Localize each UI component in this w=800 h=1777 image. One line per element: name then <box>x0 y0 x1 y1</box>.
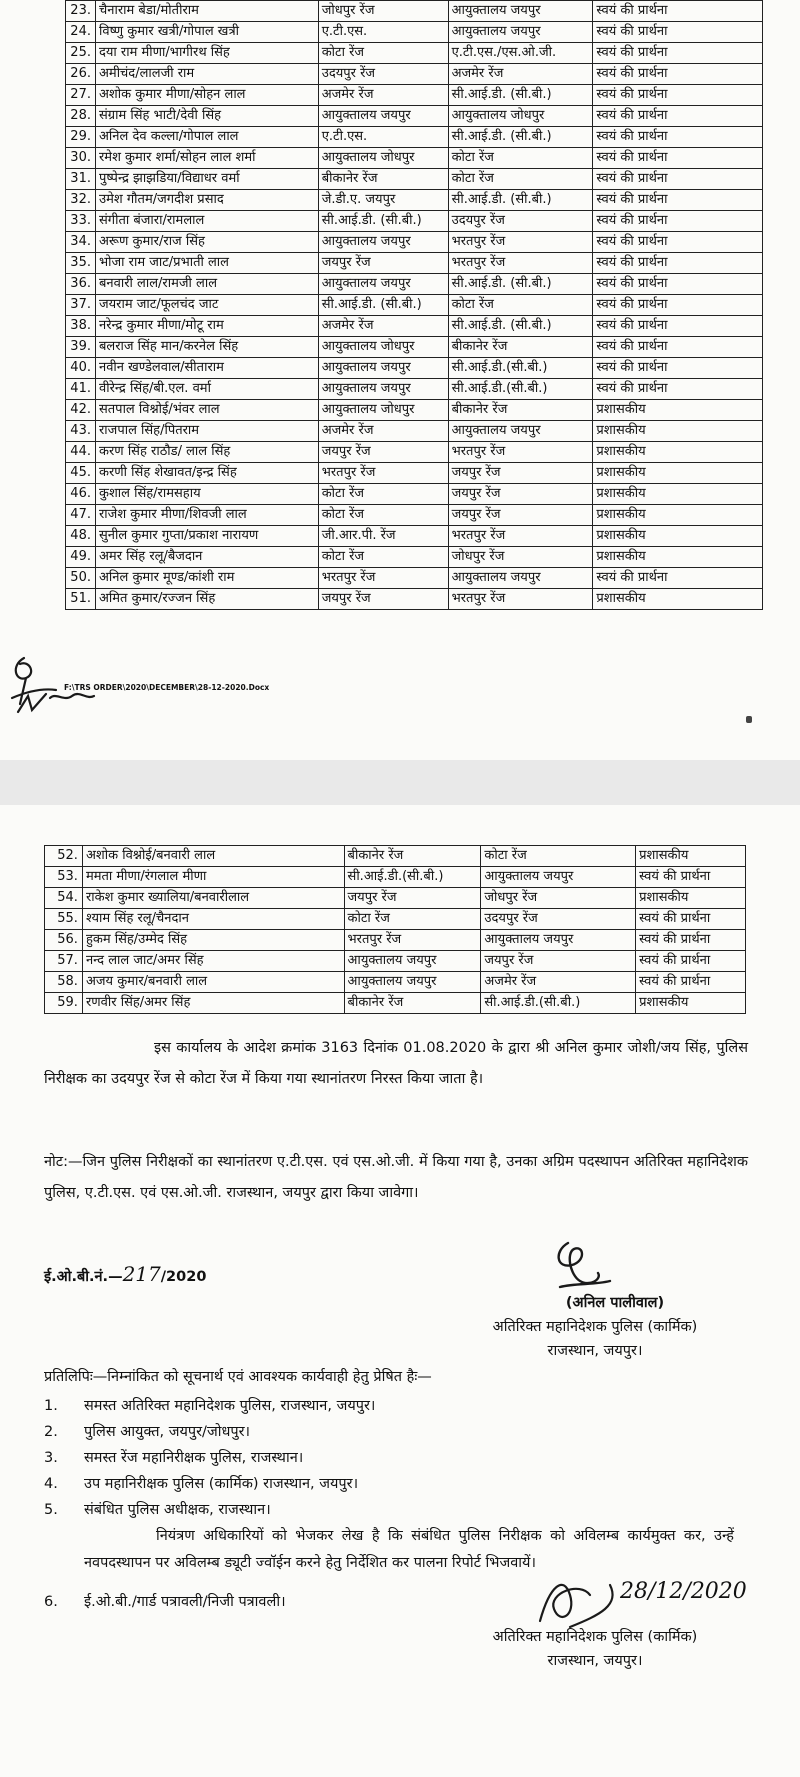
from-posting-cell: बीकानेर रेंज <box>344 846 481 867</box>
transfer-reason-cell: स्वयं की प्रार्थना <box>593 358 763 379</box>
controlling-note-text: नियंत्रण अधिकारियों को भेजकर लेख है कि संबंधित पुलिस निरीक्षक को अविलम्ब कार्यमुक्त कर, उन्हें नवपदस्थापन पर अविलम्ब ड्यूटी ज्वॉईन करने हेतु निर्देशित कर पालना रिपोर्ट भिजवायें। <box>84 1528 734 1571</box>
from-posting-cell: आयुक्तालय जोधपुर <box>318 337 448 358</box>
officer-name-cell: हुकम सिंह/उम्मेद सिंह <box>82 930 344 951</box>
to-posting-cell: भरतपुर रेंज <box>448 526 593 547</box>
transfer-reason-cell: प्रशासकीय <box>593 484 763 505</box>
serial-no-cell: 49. <box>66 547 96 568</box>
transfer-reason-cell: स्वयं की प्रार्थना <box>593 43 763 64</box>
serial-no-cell: 58. <box>45 972 83 993</box>
table-row <box>45 972 746 993</box>
transfer-reason-cell: स्वयं की प्रार्थना <box>593 295 763 316</box>
to-posting-cell: सी.आई.डी.(सी.बी.) <box>481 993 636 1014</box>
to-posting-cell: सी.आई.डी. (सी.बी.) <box>448 85 593 106</box>
serial-no-cell: 33. <box>66 211 96 232</box>
bottom-signatory-title: अतिरिक्त महानिदेशक पुलिस (कार्मिक) <box>492 1629 698 1645</box>
serial-no-cell: 24. <box>66 22 96 43</box>
to-posting-cell: जयपुर रेंज <box>448 505 593 526</box>
from-posting-cell: सी.आई.डी.(सी.बी.) <box>344 867 481 888</box>
copy-list-item <box>44 1445 748 1471</box>
officer-name-cell: ममता मीणा/रंगलाल मीणा <box>82 867 344 888</box>
transfer-reason-cell: प्रशासकीय <box>593 505 763 526</box>
transfer-table-1 <box>65 0 763 610</box>
table-row <box>45 930 746 951</box>
table-row <box>66 253 763 274</box>
to-posting-cell: सी.आई.डी. (सी.बी.) <box>448 316 593 337</box>
from-posting-cell: जयपुर रेंज <box>318 589 448 610</box>
to-posting-cell: उदयपुर रेंज <box>448 211 593 232</box>
to-posting-cell: सी.आई.डी. (सी.बी.) <box>448 190 593 211</box>
table-row <box>66 85 763 106</box>
transfer-reason-cell: स्वयं की प्रार्थना <box>593 211 763 232</box>
serial-no-cell: 52. <box>45 846 83 867</box>
copy-list-text: समस्त रेंज महानिरीक्षक पुलिस, राजस्थान। <box>84 1450 304 1466</box>
to-posting-cell: जोधपुर रेंज <box>481 888 636 909</box>
table-row <box>66 463 763 484</box>
transfer-reason-cell: स्वयं की प्रार्थना <box>593 337 763 358</box>
officer-name-cell: वीरेन्द्र सिंह/बी.एल. वर्मा <box>95 379 318 400</box>
serial-no-cell: 45. <box>66 463 96 484</box>
table-row <box>66 568 763 589</box>
to-posting-cell: उदयपुर रेंज <box>481 909 636 930</box>
officer-name-cell: अशोक कुमार मीणा/सोहन लाल <box>95 85 318 106</box>
to-posting-cell: सी.आई.डी. (सी.बी.) <box>448 127 593 148</box>
transfer-reason-cell: स्वयं की प्रार्थना <box>593 64 763 85</box>
from-posting-cell: उदयपुर रेंज <box>318 64 448 85</box>
serial-no-cell: 39. <box>66 337 96 358</box>
to-posting-cell: कोटा रेंज <box>448 169 593 190</box>
transfer-reason-cell: स्वयं की प्रार्थना <box>593 148 763 169</box>
officer-name-cell: विष्णु कुमार खत्री/गोपाल खत्री <box>95 22 318 43</box>
officer-name-cell: नन्द लाल जाट/अमर सिंह <box>82 951 344 972</box>
transfer-reason-cell: प्रशासकीय <box>593 400 763 421</box>
table-row <box>66 442 763 463</box>
officer-name-cell: जयराम जाट/फूलचंद जाट <box>95 295 318 316</box>
transfer-reason-cell: प्रशासकीय <box>636 846 746 867</box>
to-posting-cell: जयपुर रेंज <box>448 463 593 484</box>
table-row <box>66 589 763 610</box>
transfer-reason-cell: स्वयं की प्रार्थना <box>593 85 763 106</box>
to-posting-cell: कोटा रेंज <box>481 846 636 867</box>
transfer-reason-cell: प्रशासकीय <box>593 547 763 568</box>
officer-signature <box>550 1235 620 1295</box>
table-row <box>66 526 763 547</box>
serial-no-cell: 44. <box>66 442 96 463</box>
serial-no-cell: 38. <box>66 316 96 337</box>
transfer-reason-cell: स्वयं की प्रार्थना <box>636 909 746 930</box>
table-row <box>45 993 746 1014</box>
officer-name-cell: अमर सिंह रलू/बैजदान <box>95 547 318 568</box>
to-posting-cell: भरतपुर रेंज <box>448 253 593 274</box>
copy-list-items <box>44 1393 748 1523</box>
from-posting-cell: जोधपुर रेंज <box>318 1 448 22</box>
serial-no-cell: 36. <box>66 274 96 295</box>
officer-name-cell: अमित कुमार/रज्जन सिंह <box>95 589 318 610</box>
serial-no-cell: 54. <box>45 888 83 909</box>
copy-list-item <box>44 1419 748 1445</box>
note-text: नोट:—जिन पुलिस निरीक्षकों का स्थानांतरण ए.टी.एस. एवं एस.ओ.जी. में किया गया है, उनका अग्रिम पदस्थापन अतिरिक्त महानिदेशक पुलिस, ए.टी.एस. एवं एस.ओ.जी. राजस्थान, जयपुर द्वारा किया जावेगा। <box>44 1154 748 1201</box>
to-posting-cell: ए.टी.एस./एस.ओ.जी. <box>448 43 593 64</box>
to-posting-cell: आयुक्तालय जयपुर <box>448 421 593 442</box>
from-posting-cell: भरतपुर रेंज <box>318 568 448 589</box>
officer-name-cell: बलराज सिंह मान/करनेल सिंह <box>95 337 318 358</box>
serial-no-cell: 26. <box>66 64 96 85</box>
from-posting-cell: अजमेर रेंज <box>318 85 448 106</box>
to-posting-cell: अजमेर रेंज <box>481 972 636 993</box>
from-posting-cell: आयुक्तालय जयपुर <box>318 379 448 400</box>
serial-no-cell: 46. <box>66 484 96 505</box>
serial-no-cell: 40. <box>66 358 96 379</box>
table-row <box>66 379 763 400</box>
from-posting-cell: अजमेर रेंज <box>318 316 448 337</box>
officer-name-cell: सतपाल विश्नोई/भंवर लाल <box>95 400 318 421</box>
serial-no-cell: 35. <box>66 253 96 274</box>
table-row <box>66 400 763 421</box>
table-row <box>66 232 763 253</box>
transfer-reason-cell: स्वयं की प्रार्थना <box>593 232 763 253</box>
eob-line <box>44 1257 206 1292</box>
copy-list-text: उप महानिरीक्षक पुलिस (कार्मिक) राजस्थान, जयपुर। <box>84 1476 359 1492</box>
table-row <box>66 421 763 442</box>
serial-no-cell: 42. <box>66 400 96 421</box>
transfer-reason-cell: स्वयं की प्रार्थना <box>593 253 763 274</box>
table-row <box>66 148 763 169</box>
copy-list-num: 4. <box>44 1476 58 1492</box>
transfer-table-2 <box>44 845 746 1014</box>
document-page-1 <box>0 0 800 760</box>
transfer-reason-cell: स्वयं की प्रार्थना <box>593 106 763 127</box>
eob-label: ई.ओ.बी.नं.— <box>44 1269 123 1285</box>
transfer-reason-cell: प्रशासकीय <box>593 526 763 547</box>
from-posting-cell: जयपुर रेंज <box>318 253 448 274</box>
from-posting-cell: कोटा रेंज <box>318 547 448 568</box>
to-posting-cell: आयुक्तालय जोधपुर <box>448 106 593 127</box>
from-posting-cell: आयुक्तालय जोधपुर <box>318 148 448 169</box>
to-posting-cell: आयुक्तालय जयपुर <box>481 930 636 951</box>
table-row <box>66 22 763 43</box>
from-posting-cell: कोटा रेंज <box>318 484 448 505</box>
officer-name-cell: राकेश कुमार ख्यालिया/बनवारीलाल <box>82 888 344 909</box>
transfer-reason-cell: प्रशासकीय <box>636 888 746 909</box>
table-row <box>66 358 763 379</box>
serial-no-cell: 47. <box>66 505 96 526</box>
serial-no-cell: 57. <box>45 951 83 972</box>
transfer-table-1-body <box>66 1 763 610</box>
from-posting-cell: जयपुर रेंज <box>344 888 481 909</box>
transfer-reason-cell: स्वयं की प्रार्थना <box>593 316 763 337</box>
transfer-reason-cell: प्रशासकीय <box>593 442 763 463</box>
from-posting-cell: सी.आई.डी. (सी.बी.) <box>318 295 448 316</box>
transfer-reason-cell: स्वयं की प्रार्थना <box>593 190 763 211</box>
to-posting-cell: आयुक्तालय जयपुर <box>481 867 636 888</box>
to-posting-cell: सी.आई.डी.(सी.बी.) <box>448 379 593 400</box>
serial-no-cell: 43. <box>66 421 96 442</box>
from-posting-cell: आयुक्तालय जयपुर <box>344 951 481 972</box>
to-posting-cell: भरतपुर रेंज <box>448 589 593 610</box>
transfer-reason-cell: प्रशासकीय <box>636 993 746 1014</box>
document-page-2 <box>0 805 800 1777</box>
table-row <box>66 211 763 232</box>
from-posting-cell: जयपुर रेंज <box>318 442 448 463</box>
table-row <box>66 169 763 190</box>
serial-no-cell: 23. <box>66 1 96 22</box>
transfer-reason-cell: स्वयं की प्रार्थना <box>593 568 763 589</box>
signatory-place: राजस्थान, जयपुर। <box>547 1343 643 1359</box>
from-posting-cell: ए.टी.एस. <box>318 22 448 43</box>
copy-list-num: 2. <box>44 1424 58 1440</box>
transfer-reason-cell: स्वयं की प्रार्थना <box>593 22 763 43</box>
transfer-reason-cell: स्वयं की प्रार्थना <box>593 379 763 400</box>
officer-name-cell: संग्राम सिंह भाटी/देवी सिंह <box>95 106 318 127</box>
table-row <box>66 64 763 85</box>
serial-no-cell: 29. <box>66 127 96 148</box>
table-row <box>66 316 763 337</box>
table-row <box>66 547 763 568</box>
from-posting-cell: बीकानेर रेंज <box>344 993 481 1014</box>
officer-name-cell: राजेश कुमार मीणा/शिवजी लाल <box>95 505 318 526</box>
table-row <box>45 888 746 909</box>
from-posting-cell: आयुक्तालय जयपुर <box>344 972 481 993</box>
cancellation-text: इस कार्यालय के आदेश क्रमांक 3163 दिनांक 01.08.2020 के द्वारा श्री अनिल कुमार जोशी/जय सिंह, पुलिस निरीक्षक का उदयपुर रेंज से कोटा रेंज में किया गया स्थानांतरण निरस्त किया जाता है। <box>44 1040 748 1087</box>
officer-name-cell: उमेश गौतम/जगदीश प्रसाद <box>95 190 318 211</box>
officer-name-cell: अरूण कुमार/राज सिंह <box>95 232 318 253</box>
note-paragraph <box>44 1147 748 1209</box>
officer-name-cell: अनिल कुमार मूण्ड/कांशी राम <box>95 568 318 589</box>
signature-date: 28/12/2020 <box>620 1579 747 1604</box>
copy-list-text: ई.ओ.बी./गार्ड पत्रावली/निजी पत्रावली। <box>84 1594 286 1610</box>
to-posting-cell: भरतपुर रेंज <box>448 232 593 253</box>
to-posting-cell: आयुक्तालय जयपुर <box>448 1 593 22</box>
to-posting-cell: आयुक्तालय जयपुर <box>448 568 593 589</box>
serial-no-cell: 25. <box>66 43 96 64</box>
copy-list-item <box>44 1471 748 1497</box>
copy-list-item <box>44 1393 748 1419</box>
transfer-reason-cell: स्वयं की प्रार्थना <box>593 127 763 148</box>
table-row <box>45 867 746 888</box>
officer-name-cell: अजय कुमार/बनवारी लाल <box>82 972 344 993</box>
serial-no-cell: 30. <box>66 148 96 169</box>
table-row <box>66 337 763 358</box>
officer-name-cell: अनिल देव कल्ला/गोपाल लाल <box>95 127 318 148</box>
serial-no-cell: 28. <box>66 106 96 127</box>
serial-no-cell: 51. <box>66 589 96 610</box>
signatory-name: (अनिल पालीवाल) <box>565 1295 665 1311</box>
transfer-reason-cell: स्वयं की प्रार्थना <box>636 930 746 951</box>
serial-no-cell: 32. <box>66 190 96 211</box>
officer-name-cell: संगीता बंजारा/रामलाल <box>95 211 318 232</box>
to-posting-cell: सी.आई.डी. (सी.बी.) <box>448 274 593 295</box>
serial-no-cell: 31. <box>66 169 96 190</box>
table-row <box>45 909 746 930</box>
signatory-block <box>430 1291 760 1363</box>
serial-no-cell: 37. <box>66 295 96 316</box>
serial-no-cell: 53. <box>45 867 83 888</box>
bottom-signatory-place: राजस्थान, जयपुर। <box>547 1653 643 1669</box>
scan-speck <box>746 716 752 723</box>
signatory-title: अतिरिक्त महानिदेशक पुलिस (कार्मिक) <box>492 1319 698 1335</box>
officer-name-cell: बनवारी लाल/रामजी लाल <box>95 274 318 295</box>
from-posting-cell: आयुक्तालय जयपुर <box>318 274 448 295</box>
serial-no-cell: 59. <box>45 993 83 1014</box>
officer-name-cell: श्याम सिंह रलू/चैनदान <box>82 909 344 930</box>
serial-no-cell: 55. <box>45 909 83 930</box>
transfer-reason-cell: स्वयं की प्रार्थना <box>636 867 746 888</box>
from-posting-cell: भरतपुर रेंज <box>344 930 481 951</box>
cancellation-paragraph <box>44 1033 748 1095</box>
officer-name-cell: कुशाल सिंह/रामसहाय <box>95 484 318 505</box>
officer-name-cell: नवीन खण्डेलवाल/सीताराम <box>95 358 318 379</box>
copy-list-text: संबंधित पुलिस अधीक्षक, राजस्थान। <box>84 1502 271 1518</box>
to-posting-cell: बीकानेर रेंज <box>448 400 593 421</box>
officer-name-cell: नरेन्द्र कुमार मीणा/मोटू राम <box>95 316 318 337</box>
table-row <box>66 190 763 211</box>
table-row <box>66 295 763 316</box>
officer-name-cell: रमेश कुमार शर्मा/सोहन लाल शर्मा <box>95 148 318 169</box>
eob-year: /2020 <box>160 1269 207 1285</box>
from-posting-cell: कोटा रेंज <box>318 505 448 526</box>
table-row <box>66 505 763 526</box>
transfer-reason-cell: स्वयं की प्रार्थना <box>593 169 763 190</box>
officer-name-cell: करणी सिंह शेखावत/इन्द्र सिंह <box>95 463 318 484</box>
bottom-signatory-block <box>430 1625 760 1673</box>
copy-list-text: पुलिस आयुक्त, जयपुर/जोधपुर। <box>84 1424 251 1440</box>
officer-name-cell: अमीचंद/लालजी राम <box>95 64 318 85</box>
from-posting-cell: भरतपुर रेंज <box>318 463 448 484</box>
to-posting-cell: कोटा रेंज <box>448 148 593 169</box>
officer-name-cell: राजपाल सिंह/पितराम <box>95 421 318 442</box>
to-posting-cell: आयुक्तालय जयपुर <box>448 22 593 43</box>
from-posting-cell: आयुक्तालय जयपुर <box>318 106 448 127</box>
to-posting-cell: अजमेर रेंज <box>448 64 593 85</box>
file-path: F:\TRS ORDER\2020\DECEMBER\28-12-2020.Docx <box>64 683 270 692</box>
officer-name-cell: दया राम मीणा/भागीरथ सिंह <box>95 43 318 64</box>
from-posting-cell: बीकानेर रेंज <box>318 169 448 190</box>
officer-name-cell: चैनाराम बेडा/मोतीराम <box>95 1 318 22</box>
copy-list-num: 3. <box>44 1450 58 1466</box>
from-posting-cell: आयुक्तालय जोधपुर <box>318 400 448 421</box>
table-row <box>66 127 763 148</box>
transfer-reason-cell: स्वयं की प्रार्थना <box>593 274 763 295</box>
transfer-reason-cell: स्वयं की प्रार्थना <box>636 972 746 993</box>
serial-no-cell: 27. <box>66 85 96 106</box>
to-posting-cell: भरतपुर रेंज <box>448 442 593 463</box>
copy-list-text: समस्त अतिरिक्त महानिदेशक पुलिस, राजस्थान, जयपुर। <box>84 1398 376 1414</box>
from-posting-cell: जे.डी.ए. जयपुर <box>318 190 448 211</box>
to-posting-cell: जयपुर रेंज <box>448 484 593 505</box>
transfer-reason-cell: प्रशासकीय <box>593 421 763 442</box>
to-posting-cell: जयपुर रेंज <box>481 951 636 972</box>
table-row <box>66 274 763 295</box>
to-posting-cell: बीकानेर रेंज <box>448 337 593 358</box>
copy-list-num: 5. <box>44 1502 58 1518</box>
transfer-table-2-body <box>45 846 746 1014</box>
to-posting-cell: सी.आई.डी.(सी.बी.) <box>448 358 593 379</box>
copy-list-item <box>44 1497 748 1523</box>
from-posting-cell: सी.आई.डी. (सी.बी.) <box>318 211 448 232</box>
transfer-reason-cell: स्वयं की प्रार्थना <box>636 951 746 972</box>
from-posting-cell: कोटा रेंज <box>318 43 448 64</box>
table-row <box>66 484 763 505</box>
transfer-reason-cell: स्वयं की प्रार्थना <box>593 1 763 22</box>
copy-list-num: 6. <box>44 1594 58 1610</box>
to-posting-cell: जोधपुर रेंज <box>448 547 593 568</box>
transfer-reason-cell: प्रशासकीय <box>593 463 763 484</box>
from-posting-cell: आयुक्तालय जयपुर <box>318 232 448 253</box>
serial-no-cell: 48. <box>66 526 96 547</box>
officer-name-cell: सुनील कुमार गुप्ता/प्रकाश नारायण <box>95 526 318 547</box>
table-row <box>45 846 746 867</box>
from-posting-cell: अजमेर रेंज <box>318 421 448 442</box>
serial-no-cell: 56. <box>45 930 83 951</box>
officer-name-cell: करण सिंह राठौड/ लाल सिंह <box>95 442 318 463</box>
table-row <box>45 951 746 972</box>
from-posting-cell: ए.टी.एस. <box>318 127 448 148</box>
table-row <box>66 43 763 64</box>
table-row <box>66 106 763 127</box>
to-posting-cell: कोटा रेंज <box>448 295 593 316</box>
serial-no-cell: 34. <box>66 232 96 253</box>
copy-heading: प्रतिलिपिः—निम्नांकित को सूचनार्थ एवं आवश्यक कार्यवाही हेतु प्रेषित हैः— <box>44 1369 432 1385</box>
transfer-reason-cell: प्रशासकीय <box>593 589 763 610</box>
from-posting-cell: आयुक्तालय जयपुर <box>318 358 448 379</box>
eob-number: 217 <box>122 1262 161 1286</box>
from-posting-cell: जी.आर.पी. रेंज <box>318 526 448 547</box>
serial-no-cell: 41. <box>66 379 96 400</box>
officer-name-cell: रणवीर सिंह/अमर सिंह <box>82 993 344 1014</box>
officer-name-cell: पुष्पेन्द्र झाझडिया/विद्याधर वर्मा <box>95 169 318 190</box>
table-row <box>66 1 763 22</box>
from-posting-cell: कोटा रेंज <box>344 909 481 930</box>
officer-name-cell: भोजा राम जाट/प्रभाती लाल <box>95 253 318 274</box>
serial-no-cell: 50. <box>66 568 96 589</box>
copy-list-num: 1. <box>44 1398 58 1414</box>
officer-name-cell: अशोक विश्नोई/बनवारी लाल <box>82 846 344 867</box>
